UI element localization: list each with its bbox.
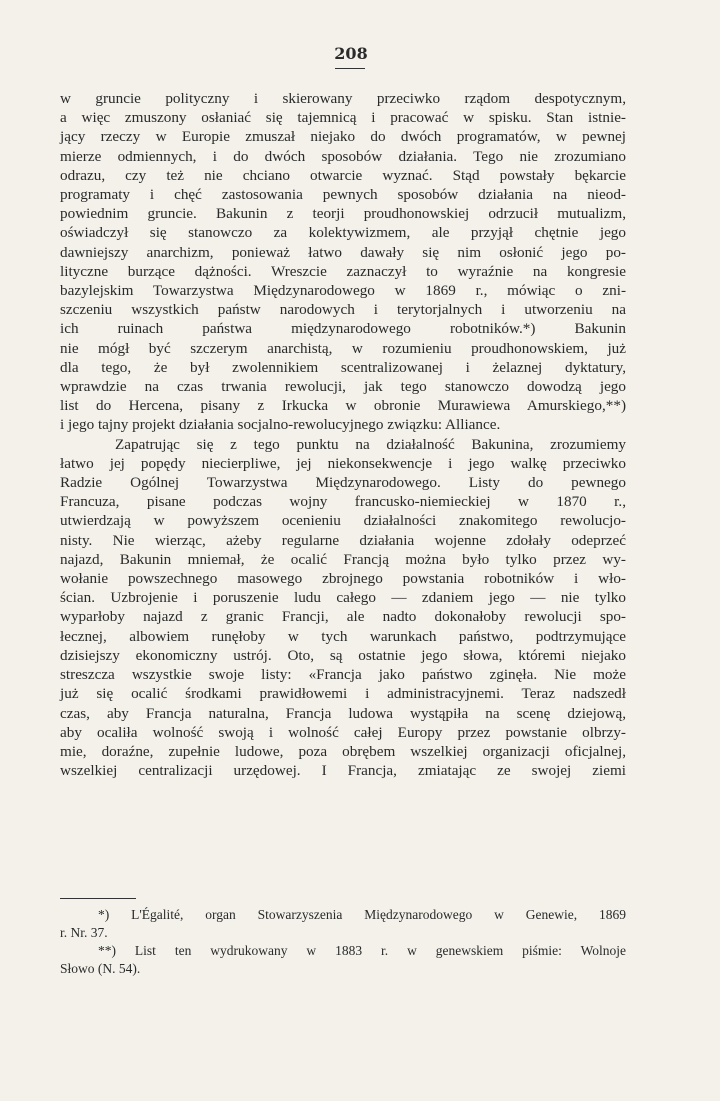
- text-line: łatwo jej popędy niecierpliwe, jej niekonsekwencje i jego walkę przeciwko: [60, 454, 626, 472]
- text-line: nisty. Nie wierząc, ażeby regularne działania wojenne zdołały odeprzeć: [60, 531, 626, 549]
- text-line: wprawdzie na czas trwania rewolucji, jak tego stanowczo dowodzą jego: [60, 378, 626, 396]
- footnote-line: r. Nr. 37.: [60, 925, 108, 940]
- text-line: Francuza, pisane podczas wojny francusko-niemieckiej w 1870 r.,: [60, 493, 626, 511]
- text-line: ścian. Uzbrojenie i poruszenie ludu całego — zdaniem jego — nie tylko: [60, 589, 626, 607]
- text-line: dawniejszy anarchizm, ponieważ łatwo dawały się nim osłonić jego po-: [60, 243, 626, 261]
- text-line: wszelkiej centralizacji urzędowej. I Francja, zmiatając ze swojej ziemi: [60, 762, 626, 780]
- text-line: a więc zmuszony osłaniać się tajemnicą i pracować w spisku. Stan istnie-: [60, 109, 626, 127]
- text-line: szczeniu wszystkich państw narodowych i terytorjalnych i utworzeniu na: [60, 301, 626, 319]
- footnotes: [60, 906, 626, 978]
- text-line: mie, doraźne, zupełnie ludowe, poza obrębem wszelkiej organizacji oficjalnej,: [60, 742, 626, 760]
- text-line: dzisiejszy ekonomiczny ustrój. Oto, są ostatnie jego słowa, któremi niejako: [60, 646, 626, 664]
- text-line: bazylejskim Towarzystwa Międzynarodowego w 1869 r., mówiąc o zni-: [60, 282, 626, 300]
- text-line: wołanie powszechnego masowego zbrojnego powstania robotników i wło-: [60, 570, 626, 588]
- text-line: Zapatrując się z tego punktu na działalność Bakunina, zrozumiemy: [115, 435, 626, 453]
- body-text: [60, 89, 626, 780]
- footnote-separator: [60, 898, 136, 899]
- text-line: oświadczył się stanowczo za kolektywizmem, ale przyjął chętnie jego: [60, 224, 626, 242]
- text-line: odrazu, czy też nie chciano otwarcie wyznać. Stąd powstały bękarcie: [60, 166, 626, 184]
- text-line: programaty i chęć zastosowania pewnych sposobów działania na nieod-: [60, 186, 626, 204]
- text-line: list do Hercena, pisany z Irkucka w obronie Murawiewa Amurskiego,**): [60, 397, 626, 415]
- footnote-line: Słowo (N. 54).: [60, 961, 141, 976]
- text-line: jący rzeczy w Europie zmuszał niejako do dwóch programatów, w pewnej: [60, 128, 626, 146]
- text-line: w gruncie polityczny i skierowany przeciwko rządom despotycznym,: [60, 90, 626, 107]
- text-line: i jego tajny projekt działania socjalno-rewolucyjnego związku: Alliance.: [60, 416, 501, 434]
- page-number: 208: [334, 44, 368, 63]
- text-line: wyparłoby najazd z granic Francji, ale nadto dokonałoby rewolucji spo-: [60, 608, 626, 626]
- text-line: już się ocalić środkami prawidłowemi i administracyjnemi. Teraz nadszedł: [60, 685, 626, 703]
- text-line: mierze odmiennych, i do dwóch sposobów działania. Tego nie zrozumiano: [60, 147, 626, 165]
- text-line: aby ocaliła wolność swoją i wolność całej Europy przez powstanie olbrzy-: [60, 723, 626, 741]
- page-number-underline: [335, 68, 365, 69]
- text-line: najazd, Bakunin mniemał, że ocalić Francją można było tylko przez wy-: [60, 550, 626, 568]
- text-line: łecznej, albowiem runęłoby w tych warunkach państwo, podtrzymujące: [60, 627, 626, 645]
- text-line: powiednim gruncie. Bakunin z teorji proudhonowskiej odrzucił mutualizm,: [60, 205, 626, 223]
- footnote-line: *) L'Égalité, organ Stowarzyszenia Międzynarodowego w Genewie, 1869: [98, 907, 626, 922]
- text-line: lityczne burzące dążności. Wreszcie zaznaczył to wyraźnie na kongresie: [60, 262, 626, 280]
- text-line: streszcza wszystkie swoje listy: «Francja jako państwo zginęła. Nie może: [60, 666, 626, 684]
- text-line: utwierdzają w powyższem ocenieniu działalności znakomitego rewolucjo-: [60, 512, 626, 530]
- text-line: czas, aby Francja naturalna, Francja ludowa wystąpiła na scenę dziejową,: [60, 704, 626, 722]
- text-line: nie mógł być szczerym anarchistą, w rozumieniu proudhonowskiem, już: [60, 339, 626, 357]
- text-line: Radzie Ogólnej Towarzystwa Międzynarodowego. Listy do pewnego: [60, 474, 626, 492]
- footnote-line: **) List ten wydrukowany w 1883 r. w genewskiem piśmie: Wolnoje: [98, 943, 626, 958]
- text-line: ich ruinach państwa międzynarodowego robotników.*) Bakunin: [60, 320, 626, 338]
- text-line: dla tego, że był zwolennikiem scentralizowanej i żelaznej dyktatury,: [60, 358, 626, 376]
